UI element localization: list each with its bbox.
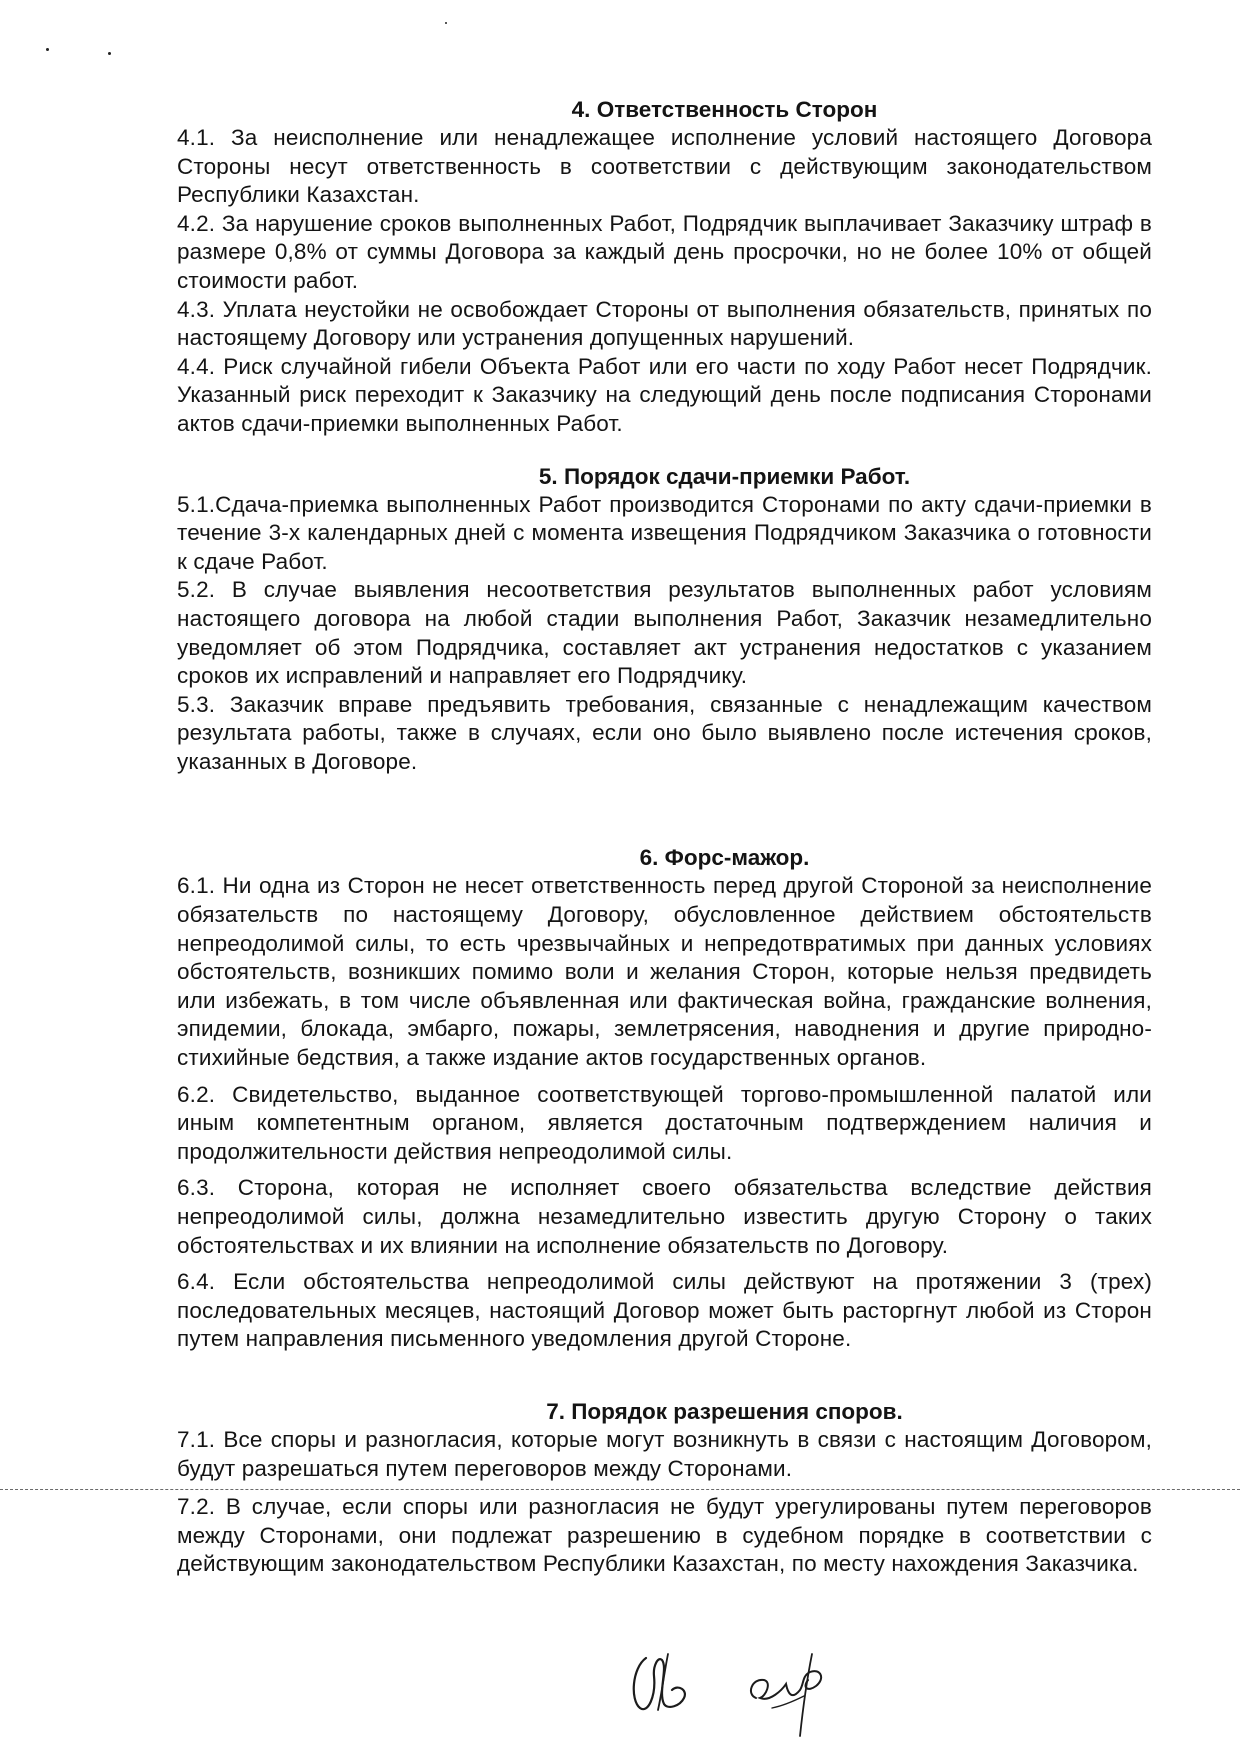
fold-dashed-line: [0, 1489, 1240, 1490]
clause-4-1: 4.1. За неисполнение или ненадлежащее исполнение условий настоящего Договора Стороны несут ответственность в соответствии с действующим законодательством Республики Казахстан.: [177, 125, 1152, 208]
clause-7-1: 7.1. Все споры и разногласия, которые могут возникнуть в связи с настоящим Договором, будут разрешаться путем переговоров между Сторонами.: [177, 1426, 1152, 1481]
document-body: [177, 96, 1152, 1579]
clause-4-2: 4.2. За нарушение сроков выполненных Работ, Подрядчик выплачивает Заказчику штраф в размере 0,8% от суммы Договора за каждый день просрочки, но не более 10% от общей стоимости работ.: [177, 210, 1152, 293]
clause-7-2: 7.2. В случае, если споры или разногласия не будут урегулированы путем переговоров между Сторонами, они подлежат разрешению в судебном порядке в соответствии с действующим законодательством Республики Казахстан, по месту нахождения Заказчика.: [177, 1494, 1152, 1577]
clause-4-3: 4.3. Уплата неустойки не освобождает Стороны от выполнения обязательств, принятых по настоящему Договору или устранения допущенных нарушений.: [177, 296, 1152, 351]
clause-5-1: 5.1.Сдача-приемка выполненных Работ производится Сторонами по акту сдачи-приемки в течение 3-х календарных дней с момента извещения Подрядчиком Заказчика о готовности к сдаче Работ.: [177, 491, 1152, 574]
section-heading: 4. Ответственность Сторон: [571, 97, 878, 122]
section-heading: 7. Порядок разрешения споров.: [546, 1398, 903, 1424]
clause-5-3: 5.3. Заказчик вправе предъявить требования, связанные с ненадлежащим качеством результата работы, также в случаях, если оно было выявлено после истечения сроков, указанных в Договоре.: [177, 691, 1152, 774]
section-liability: [177, 96, 1152, 439]
clause-6-1: 6.1. Ни одна из Сторон не несет ответственность перед другой Стороной за неисполнение обязательств по настоящему Договору, обусловленное действием обстоятельств непреодолимой силы, то есть чрезвычайных и непредотвратимых при данных условиях обстоятельств, возникших помимо воли и желания Сторон, которые нельзя предвидеть или избежать, в том числе объявленная или фактическая война, гражданские волнения, эпидемии, блокада, эмбарго, пожары, землетрясения, наводнения и другие природно-стихийные бедствия, а также издание актов государственных органов.: [177, 873, 1152, 1071]
clause-6-2: 6.2. Свидетельство, выданное соответствующей торгово-промышленной палатой или иным компетентным органом, является достаточным подтверждением наличия и продолжительности действия непреодолимой силы.: [177, 1081, 1152, 1164]
clause-6-3: 6.3. Сторона, которая не исполняет своего обязательства вследствие действия непреодолимой силы, должна незамедлительно известить другую Сторону о таких обстоятельствах и их влиянии на исполнение обязательств по Договору.: [177, 1175, 1152, 1258]
clause-5-2: 5.2. В случае выявления несоответствия результатов выполненных работ условиям настоящего договора на любой стадии выполнения Работ, Заказчик незамедлительно уведомляет об этом Подрядчика, составляет акт устранения недостатков с указанием сроков их исправлений и направляет его Подрядчику.: [177, 577, 1152, 689]
section-acceptance: [177, 463, 1152, 777]
section-heading: 6. Форс-мажор.: [639, 845, 810, 871]
signature-left: [628, 1648, 708, 1728]
section-heading: 5. Порядок сдачи-приемки Работ.: [538, 463, 911, 489]
clause-6-4: 6.4. Если обстоятельства непреодолимой силы действуют на протяжении 3 (трех) последовательных месяцев, настоящий Договор может быть расторгнут любой из Сторон путем направления письменного уведомления другой Стороне.: [177, 1269, 1152, 1352]
clause-4-4: 4.4. Риск случайной гибели Объекта Работ или его части по ходу Работ несет Подрядчик. Указанный риск переходит к Заказчику на следующий день после подписания Сторонами актов сдачи-приемки выполненных Работ.: [177, 353, 1152, 436]
signature-right: [742, 1650, 852, 1740]
section-force-majeure: [177, 844, 1152, 1354]
